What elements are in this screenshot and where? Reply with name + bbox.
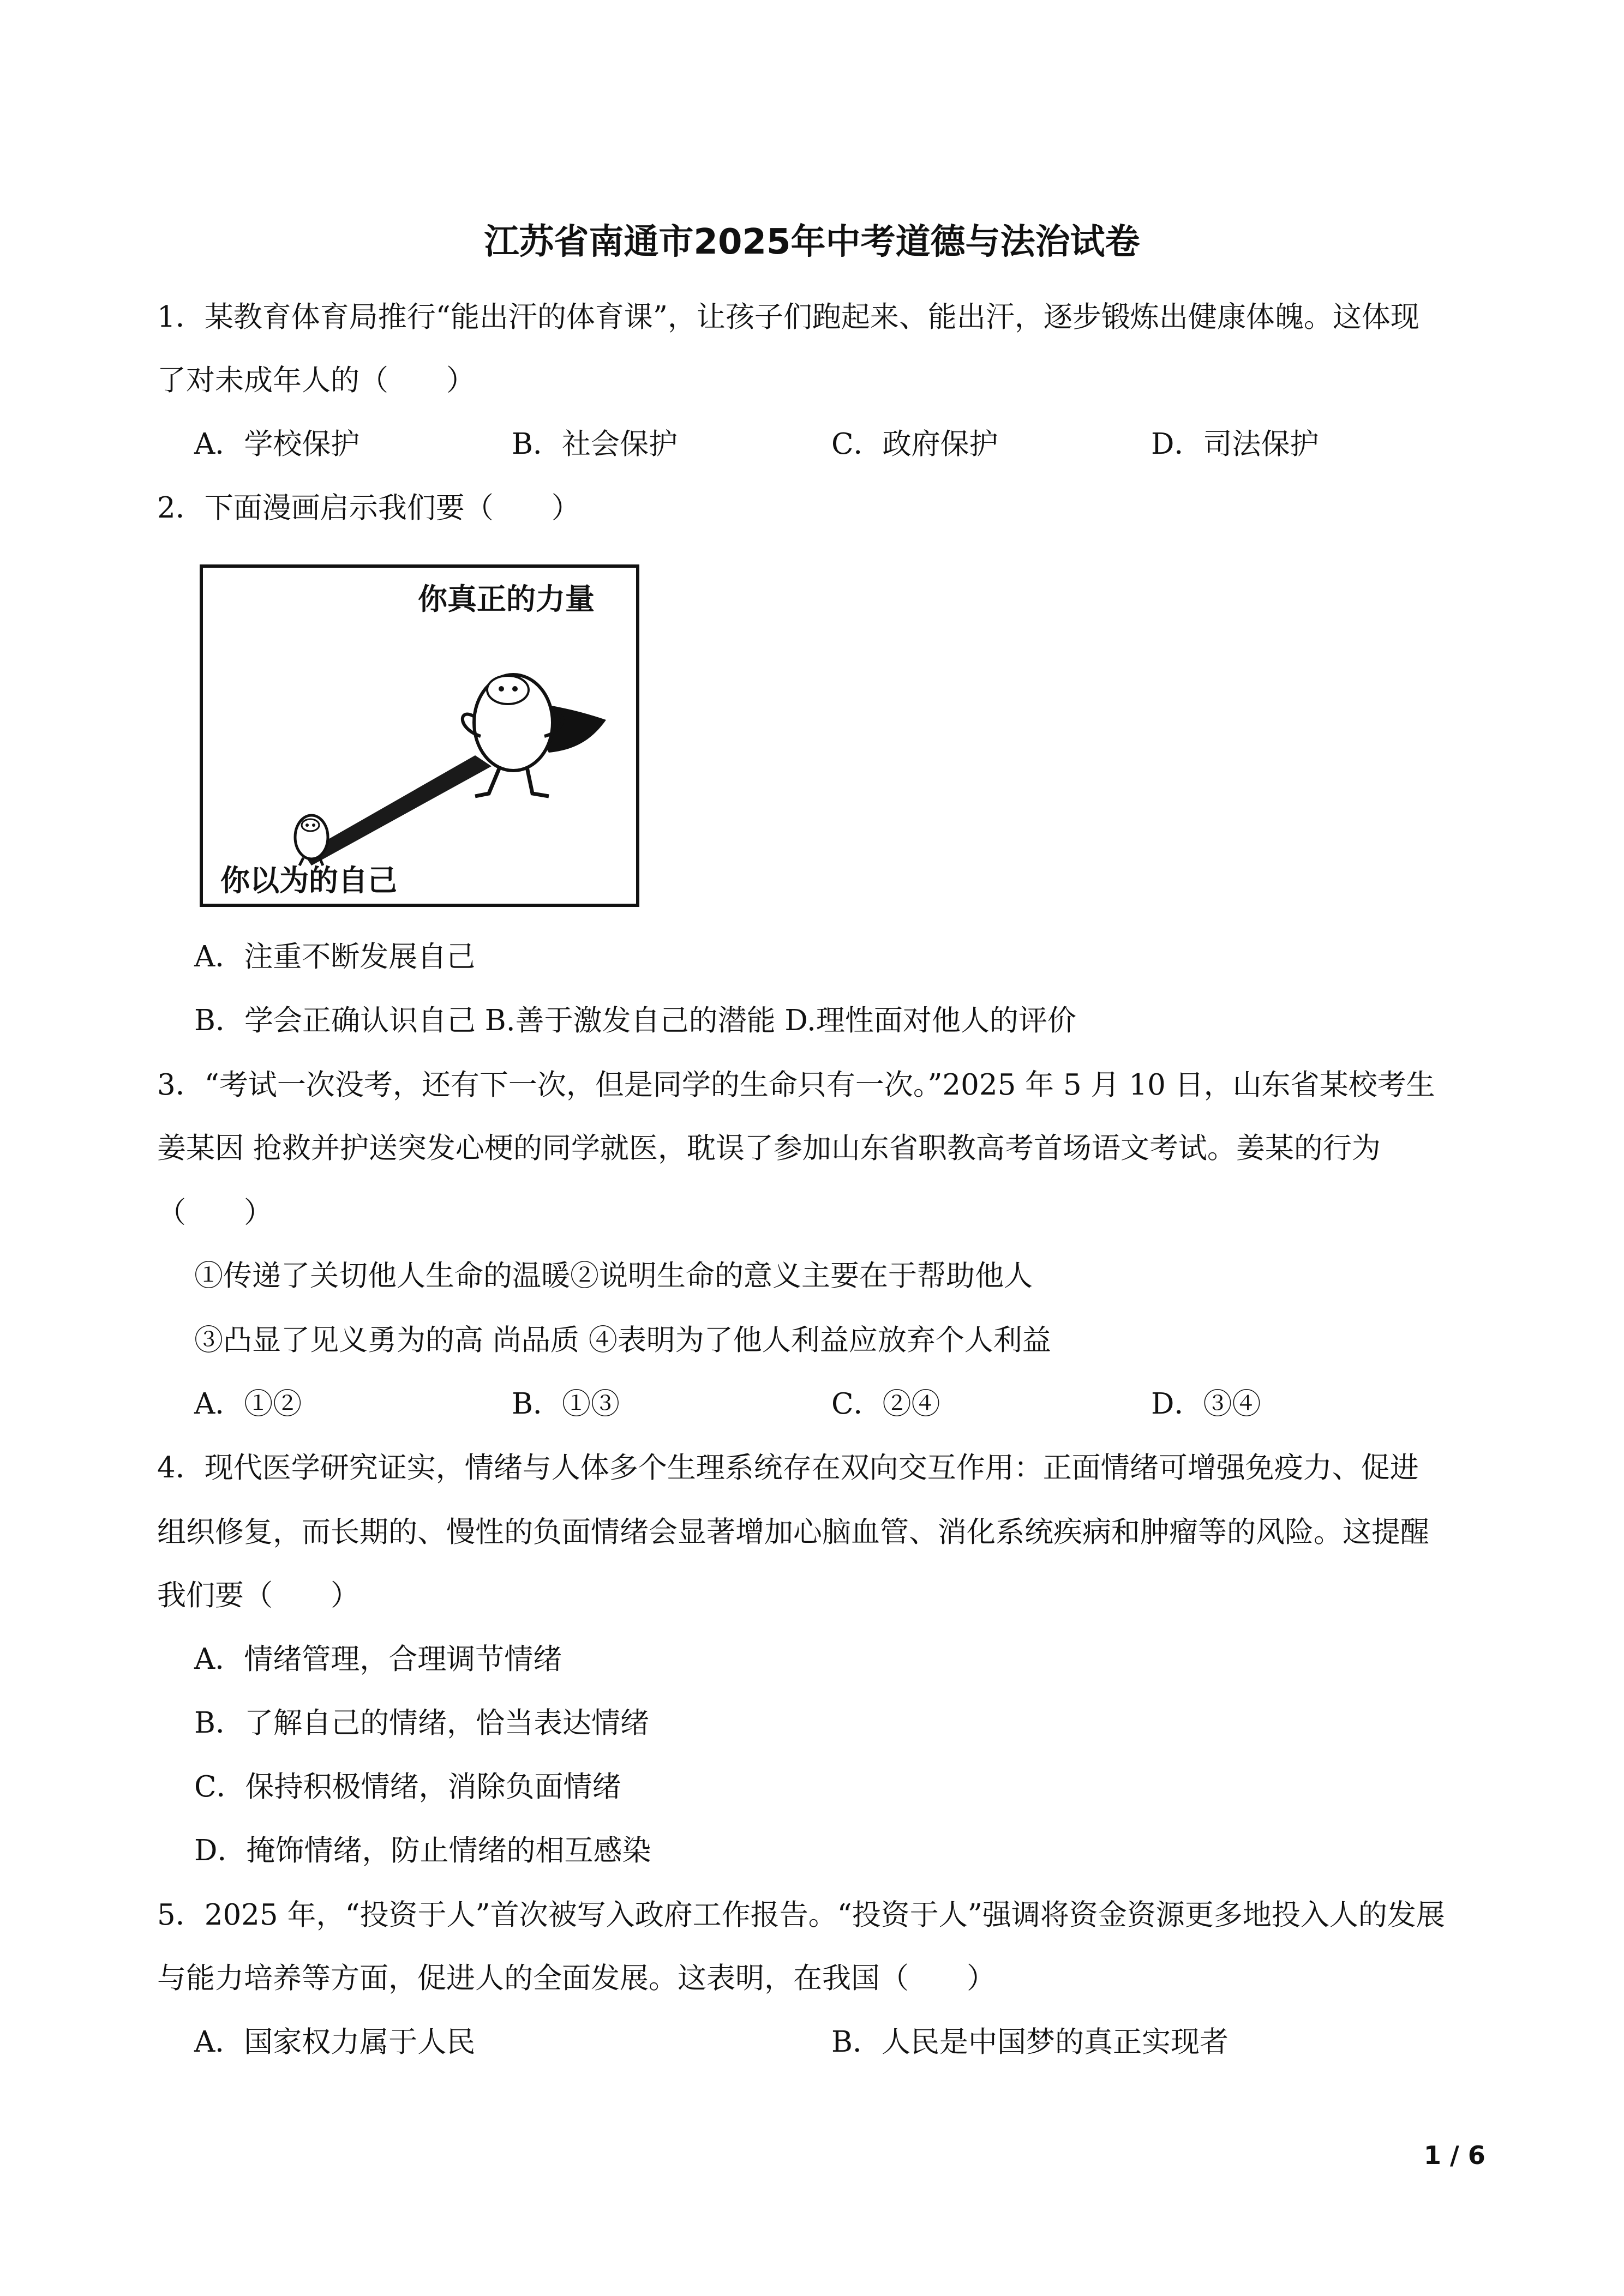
q3-option-c[interactable]: C．②④ — [831, 1387, 940, 1421]
comic-bottom-text: 你以为的自己 — [220, 863, 397, 898]
q1-stem-line-2: 了对未成年人的（ ） — [157, 364, 475, 397]
q5-stem-line-2: 与能力培养等方面，促进人的全面发展。这表明，在我国（ ） — [157, 1962, 996, 1995]
q3-stem-line-3: （ ） — [157, 1196, 273, 1229]
q1-option-d[interactable]: D．司法保护 — [1151, 428, 1319, 461]
q4-option-b[interactable]: B．了解自己的情绪，恰当表达情绪 — [194, 1706, 649, 1740]
q3-option-a[interactable]: A．①② — [194, 1387, 302, 1421]
q2-stem-line-1: 2．下面漫画启示我们要（ ） — [157, 491, 580, 525]
q4-stem-line-3: 我们要（ ） — [157, 1579, 359, 1612]
q3-statement-1: ①传递了关切他人生命的温暖②说明生命的意义主要在于帮助他人 — [194, 1259, 1033, 1293]
comic-image — [200, 564, 639, 907]
q4-option-d[interactable]: D．掩饰情绪，防止情绪的相互感染 — [194, 1834, 651, 1867]
q3-stem-line-2: 姜某因 抢救并护送突发心梗的同学就医，耽误了参加山东省职教高考首场语文考试。姜某的行为 — [157, 1132, 1381, 1165]
q1-option-c[interactable]: C．政府保护 — [831, 428, 998, 461]
q1-stem-line-1: 1．某教育体育局推行“能出汗的体育课”，让孩子们跑起来、能出汗，逐步锻炼出健康体魄。这体现 — [157, 300, 1419, 334]
q5-stem-line-1: 5．2025 年，“投资于人”首次被写入政府工作报告。“投资于人”强调将资金资源更多地投入人的发展 — [157, 1898, 1445, 1932]
q4-option-a[interactable]: A．情绪管理，合理调节情绪 — [194, 1643, 562, 1676]
q3-option-b[interactable]: B．①③ — [512, 1387, 620, 1421]
q1-option-b[interactable]: B．社会保护 — [512, 428, 678, 461]
q4-stem-line-2: 组织修复，而长期的、慢性的负面情绪会显著增加心脑血管、消化系统疾病和肿瘤等的风险。这提醒 — [157, 1516, 1429, 1549]
q2-option-a[interactable]: A．注重不断发展自己 — [194, 940, 476, 973]
comic-top-text: 你真正的力量 — [418, 582, 595, 616]
q3-statement-2: ③凸显了见义勇为的高 尚品质 ④表明为了他人利益应放弃个人利益 — [194, 1324, 1051, 1357]
q2-option-b[interactable]: B．学会正确认识自己 B.善于激发自己的潜能 D.理性面对他人的评价 — [194, 1004, 1076, 1037]
q3-option-d[interactable]: D．③④ — [1151, 1387, 1261, 1421]
q4-stem-line-1: 4．现代医学研究证实，情绪与人体多个生理系统存在双向交互作用：正面情绪可增强免疫力、促进 — [157, 1451, 1419, 1484]
q1-option-a[interactable]: A．学校保护 — [194, 428, 360, 461]
q5-option-b[interactable]: B．人民是中国梦的真正实现者 — [831, 2025, 1229, 2059]
q4-option-c[interactable]: C．保持积极情绪，消除负面情绪 — [194, 1770, 621, 1804]
comic-big-egg-face — [487, 676, 529, 704]
page-number: 1 / 6 — [1424, 2141, 1485, 2170]
page-title: 江苏省南通市2025年中考道德与法治试卷 — [484, 222, 1140, 262]
q3-stem-line-1: 3．“考试一次没考，还有下一次，但是同学的生命只有一次。”2025 年 5 月 10 日，山东省某校考生 — [157, 1068, 1435, 1102]
q5-option-a[interactable]: A．国家权力属于人民 — [194, 2025, 476, 2059]
